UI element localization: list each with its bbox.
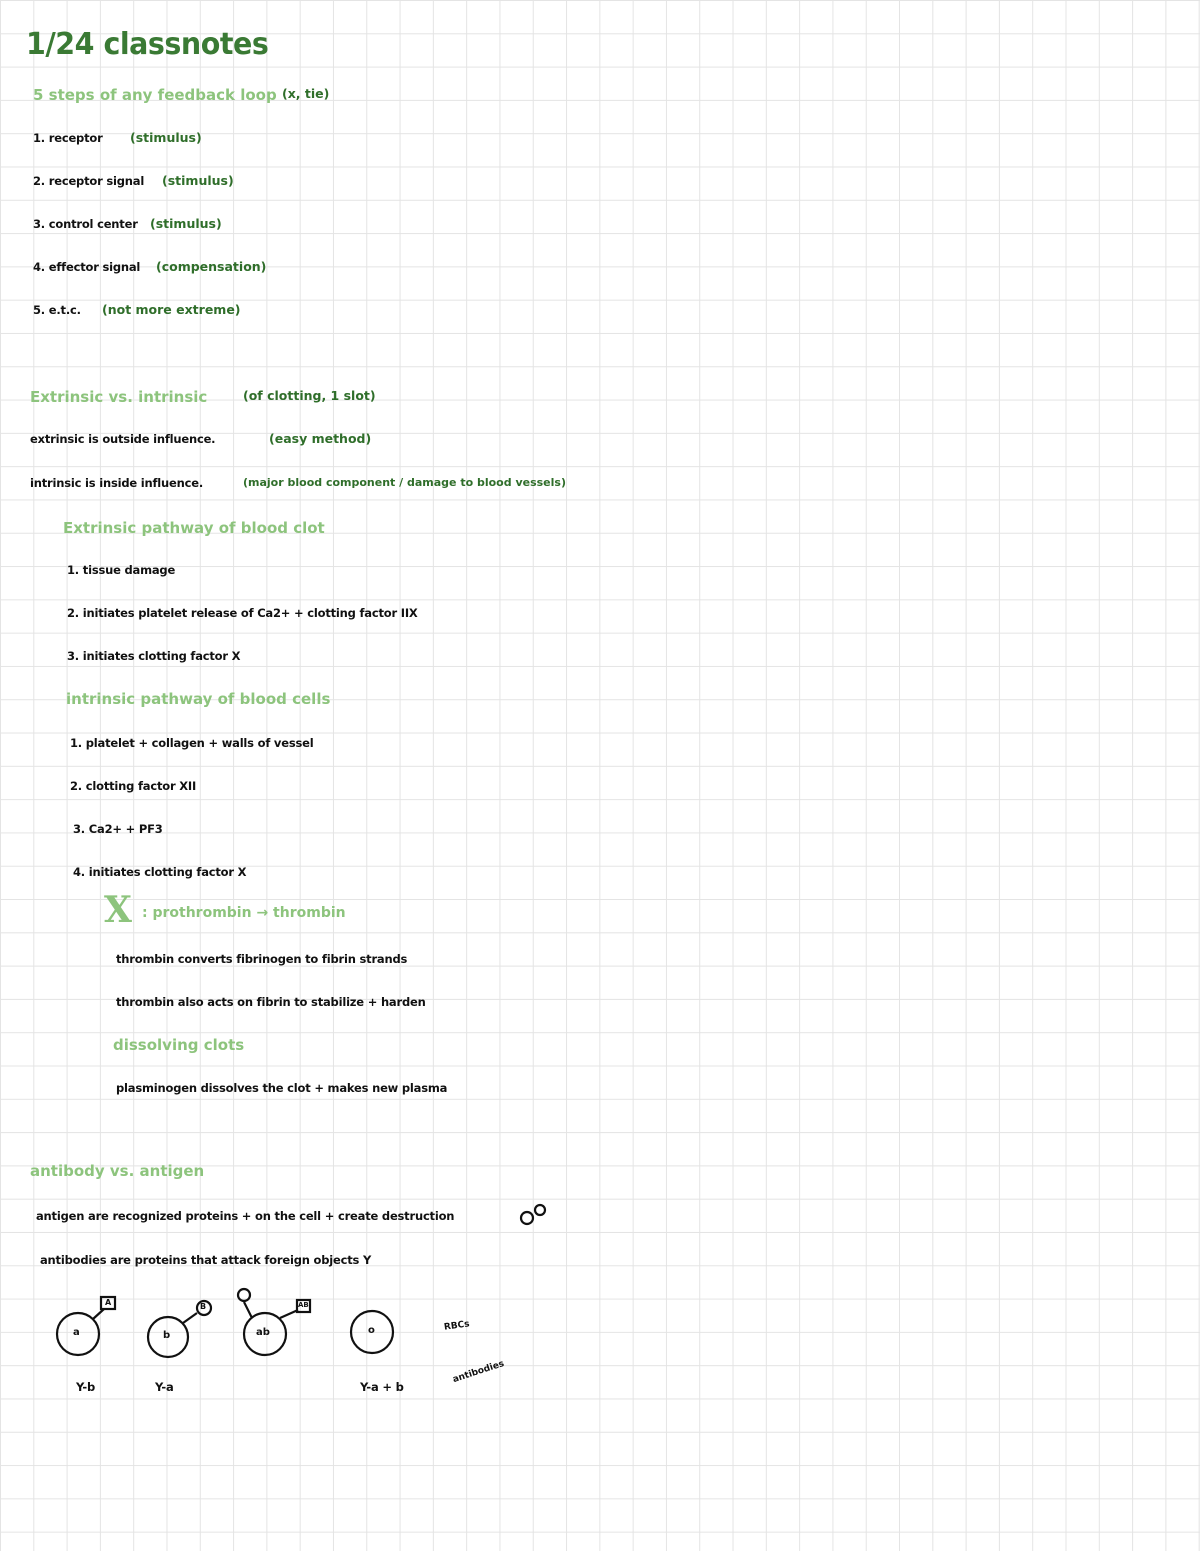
extrinsic-definition: extrinsic is outside influence. (30, 432, 216, 446)
antibody-definition: antibodies are proteins that attack foreign objects Y (40, 1253, 372, 1267)
steps-item-note: (stimulus) (130, 130, 202, 145)
steps-heading: 5 steps of any feedback loop (33, 86, 277, 104)
type-o-label: o (368, 1325, 375, 1336)
intrinsic-pathway-item: 1. platelet + collagen + walls of vessel (70, 736, 314, 750)
extrinsic-definition-note: (easy method) (269, 431, 372, 446)
steps-item-label: 5. e.t.c. (33, 303, 81, 317)
intrinsic-definition-note: (major blood component / damage to blood vessels) (243, 476, 566, 489)
type-a-label: a (73, 1327, 80, 1338)
type-ab-antigen-stem (244, 1302, 252, 1318)
antigen-doodle-circle (521, 1212, 533, 1224)
type-ab-marker-letter: AB (298, 1301, 309, 1309)
steps-item-label: 3. control center (33, 217, 138, 231)
steps-heading-note: (x, tie) (282, 86, 330, 101)
antigen-doodle-circle (535, 1205, 545, 1215)
extrinsic-pathway-heading: Extrinsic pathway of blood clot (63, 519, 325, 537)
antibodies-label: antibodies (451, 1359, 506, 1386)
extrinsic-pathway-item: 3. initiates clotting factor X (67, 649, 241, 663)
steps-item-note: (not more extreme) (102, 302, 241, 317)
factor-x-numeral: X (104, 889, 132, 931)
steps-item-label: 1. receptor (33, 131, 103, 145)
steps-item-note: (stimulus) (162, 173, 234, 188)
antigen-definition: antigen are recognized proteins + on the cell + create destruction (36, 1209, 455, 1223)
type-ab-antigen-stem (280, 1310, 298, 1318)
type-a-antigen-stem (93, 1309, 104, 1319)
extrinsic-intrinsic-heading: Extrinsic vs. intrinsic (30, 388, 208, 406)
type-a-antibody-label: Y-b (76, 1380, 96, 1394)
type-b-label: b (163, 1330, 171, 1341)
intrinsic-pathway-heading: intrinsic pathway of blood cells (66, 690, 331, 708)
extrinsic-pathway-item: 2. initiates platelet release of Ca2+ + clotting factor IIX (67, 606, 418, 620)
steps-item-note: (compensation) (156, 259, 267, 274)
type-b-antigen-stem (183, 1313, 197, 1323)
steps-item-note: (stimulus) (150, 216, 222, 231)
rbcs-label: RBCs (443, 1319, 471, 1333)
type-a-marker-letter: A (105, 1298, 112, 1307)
page-title: 1/24 classnotes (26, 27, 269, 62)
thrombin-line: thrombin converts fibrinogen to fibrin strands (116, 952, 408, 966)
extrinsic-intrinsic-heading-note: (of clotting, 1 slot) (243, 388, 376, 403)
steps-item-label: 2. receptor signal (33, 174, 145, 188)
intrinsic-definition: intrinsic is inside influence. (30, 476, 204, 490)
dissolving-clots-line: plasminogen dissolves the clot + makes new plasma (116, 1081, 448, 1095)
intrinsic-pathway-item: 2. clotting factor XII (70, 779, 197, 793)
steps-item-label: 4. effector signal (33, 260, 141, 274)
dissolving-clots-heading: dissolving clots (113, 1036, 245, 1054)
type-ab-antigen-marker-b (238, 1289, 250, 1301)
factor-x-label: : prothrombin → thrombin (142, 905, 346, 921)
thrombin-line: thrombin also acts on fibrin to stabilize + harden (116, 995, 426, 1009)
type-o-antibody-label: Y-a + b (360, 1380, 404, 1394)
antibody-heading: antibody vs. antigen (30, 1162, 205, 1180)
type-b-antibody-label: Y-a (155, 1380, 174, 1394)
type-ab-label: ab (256, 1327, 270, 1338)
intrinsic-pathway-item: 4. initiates clotting factor X (73, 865, 247, 879)
intrinsic-pathway-item: 3. Ca2+ + PF3 (73, 822, 163, 836)
type-b-marker-letter: B (200, 1302, 207, 1311)
extrinsic-pathway-item: 1. tissue damage (67, 563, 176, 577)
